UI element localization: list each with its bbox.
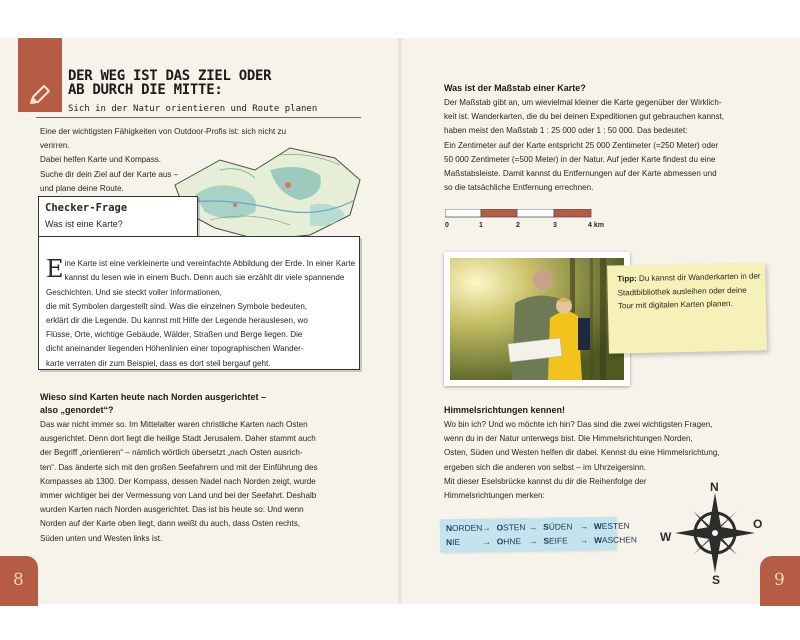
mnemonic-initial: O [496, 536, 504, 547]
mnemonic-initial: W [593, 520, 602, 532]
mnemonic-initial: N [446, 537, 453, 548]
arrow-right-icon: → [528, 521, 538, 532]
tip-text: Du kannst dir Wanderkarten in der Stadtbibliothek ausleihen oder deine Tour mit digitalen Karten planen. [617, 271, 761, 311]
north-heading: Wieso sind Karten heute nach Norden ausgerichtet – also „genordet“? [40, 392, 266, 415]
page-number-right-label: 9 [774, 570, 785, 590]
mnemonic-rest: EIFE [548, 535, 568, 546]
mnemonic-initial: S [543, 521, 549, 532]
checker-answer-text: ine Karte ist eine verkleinerte und vereinfachte Abbildung der Erde. In einer Karte kannst du lesen wie in einem Buch. Denn auch sie erzählt dir viele spannende Geschichten. Und sie steckt voller Informationen, die mit Symbolen dargestellt sind. Was die einzelnen Symbole bedeuten, erklärt dir die Legende. Du kannst mit Hilfe der Legende herauslesen, wo Flüsse, Orte, wichtige Gebäude, Wälder, Straßen und Berge liegen. Die dicht aneinander liegenden Höhenlinien einer topographischen Wander- karte verraten dir zum Beispiel, dass es dort steil bergauf geht. [46, 259, 356, 368]
scale-label: 3 [553, 222, 557, 229]
scale-heading: Was ist der Maßstab einer Karte? [444, 83, 586, 93]
mnemonic-initial: N [445, 523, 453, 534]
mnemonic-row-directions [446, 521, 630, 534]
compass-north: N [710, 480, 719, 494]
arrow-right-icon: → [579, 535, 589, 546]
photo-frame [444, 252, 630, 386]
mnemonic-rest: ORDEN [451, 522, 483, 534]
compass-south: S [712, 573, 721, 587]
tip-label: Tipp: [617, 274, 637, 284]
compass-west: W [660, 530, 672, 544]
page-number-left [0, 556, 38, 606]
page-subtitle: Sich in der Natur orientieren und Route planen [68, 104, 318, 114]
scale-bar [445, 209, 600, 219]
scale-label: 4 km [588, 222, 604, 229]
checker-answer-box [38, 236, 360, 370]
intro-text: Eine der wichtigsten Fähigkeiten von Outdoor-Profis ist: sich nicht zu verirren. Dabei helfen Karte und Kompass. Suche dir dein Ziel auf der Karte aus – und plane deine Route. [40, 127, 287, 193]
mnemonic-rest: ESTEN [601, 520, 630, 531]
arrow-right-icon: → [579, 521, 588, 532]
page-number-right [760, 556, 800, 606]
mnemonic-rest: IE [452, 536, 461, 548]
pencil-badge [18, 38, 62, 112]
compass-rose-icon [660, 478, 770, 588]
book-spine [397, 38, 403, 604]
mnemonic-initial: O [496, 522, 504, 533]
checker-title: Checker-Frage [45, 202, 128, 214]
checker-question-box [38, 196, 198, 240]
hikers-photo [450, 258, 624, 380]
checker-question: Was ist eine Karte? [45, 219, 123, 229]
arrow-right-icon: → [529, 535, 538, 546]
north-text: Das war nicht immer so. Im Mittelalter waren christliche Karten nach Osten ausgerichtet. Denn dort liegt die heilige Stadt Jerusalem. Daher stammt auch der Begriff „orientieren“ – nämlich wörtlich übersetzt „nach Osten ausrich- ten“. Das änderte sich mit den großen Seefahrern und mit der Einführung des Kompasses ab 1300. Der Kompass, dessen Nadel nach Norden zeigt, wurde immer wichtiger bei der Vermessung von Land und bei der Seefahrt. Deshalb wurden Karten nach Norden ausgerichtet. Das ist bis heute so: Und wenn Norden auf der Karte oben liegt, dann weißt du auch, dass Osten rechts, Süden unten und Westen links ist. [40, 420, 318, 543]
himmel-text: Wo bin ich? Und wo möchte ich hin? Das sind die zwei wichtigsten Fragen, wenn du in der Natur unterwegs bist. Die Himmelsrichtungen Norden, Osten, Süden und Westen helfen dir dabei. Kennst du eine Himmelsrichtung, ergeben sich die anderen von selbst – im Uhrzeigersinn. Mit dieser Eselsbrücke kannst du dir die Reihenfolge der Himmelsrichtungen merken: [444, 420, 720, 501]
pencil-icon [28, 84, 52, 106]
scale-text: Der Maßstab gibt an, um wievielmal kleiner die Karte gegenüber der Wirklich- keit ist. Wanderkarten, die du bei deinen Expeditionen gut gebrauchen kannst, haben meist den Maßstab 1 : 25 000 oder 1 : 50 000. Das bedeutet: Ein Zentimeter auf der Karte entspricht 25 000 Zentimeter (=250 Meter) oder 50 000 Zentimeter (=500 Meter) in der Natur. Auf jeder Karte findest du eine Maßstabsleiste. Damit kannst du Entfernungen auf der Karte abmessen und so die tatsächliche Entfernung errechnen. [444, 98, 725, 193]
compass-east: O [753, 517, 763, 531]
drop-cap: E [46, 255, 64, 284]
mnemonic-rest: ASCHEN [601, 534, 637, 545]
page-number-left-label: 8 [13, 570, 24, 590]
checker-answer [46, 243, 356, 371]
title-divider [36, 117, 361, 118]
tip-note [607, 262, 767, 353]
mnemonic-box [440, 517, 637, 552]
mnemonic-rest: HNE [503, 536, 522, 547]
mnemonic-initial: W [593, 534, 603, 546]
scale-label: 1 [479, 222, 483, 229]
mnemonic-initial: S [543, 535, 550, 546]
arrow-right-icon: → [482, 536, 491, 547]
scale-label: 0 [445, 222, 449, 229]
scale-label: 2 [516, 222, 520, 229]
arrow-right-icon: → [482, 522, 491, 533]
mnemonic-rest: ÜDEN [548, 521, 573, 532]
mnemonic-row-sentence [446, 534, 637, 547]
mnemonic-rest: STEN [502, 522, 526, 533]
himmel-heading: Himmelsrichtungen kennen! [444, 405, 566, 415]
page-title: DER WEG IST DAS ZIEL ODER AB DURCH DIE MITTE: [68, 68, 272, 98]
